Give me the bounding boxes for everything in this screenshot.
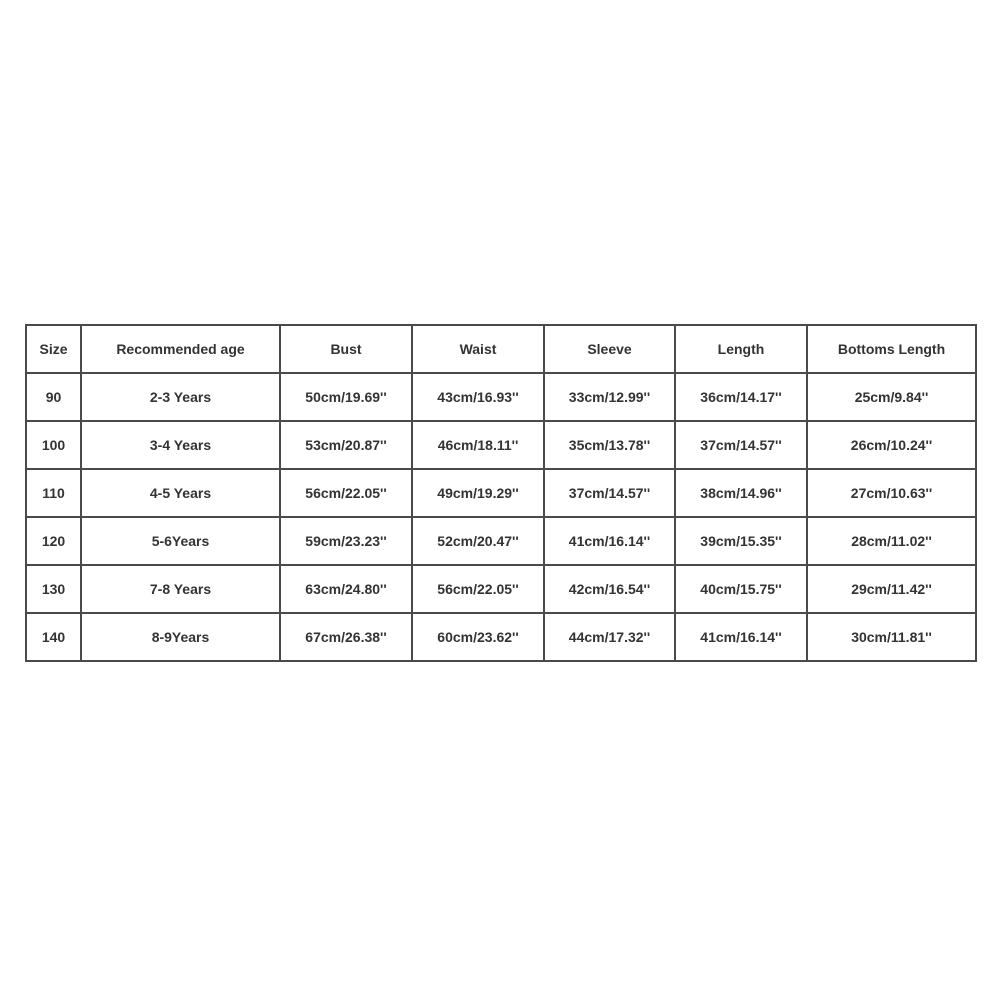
cell-waist: 43cm/16.93'' [412, 373, 544, 421]
table-row [26, 469, 976, 517]
cell-size: 100 [26, 421, 81, 469]
cell-bottoms-length: 29cm/11.42'' [807, 565, 976, 613]
cell-waist: 60cm/23.62'' [412, 613, 544, 661]
cell-recommended-age: 4-5 Years [81, 469, 280, 517]
table-row [26, 517, 976, 565]
cell-bottoms-length: 26cm/10.24'' [807, 421, 976, 469]
cell-recommended-age: 2-3 Years [81, 373, 280, 421]
cell-size: 140 [26, 613, 81, 661]
cell-size: 130 [26, 565, 81, 613]
cell-length: 37cm/14.57'' [675, 421, 807, 469]
cell-sleeve: 35cm/13.78'' [544, 421, 675, 469]
cell-recommended-age: 8-9Years [81, 613, 280, 661]
table-row [26, 373, 976, 421]
header-row [26, 325, 976, 373]
header-length: Length [675, 325, 807, 373]
cell-sleeve: 42cm/16.54'' [544, 565, 675, 613]
cell-length: 38cm/14.96'' [675, 469, 807, 517]
table-row [26, 613, 976, 661]
cell-length: 39cm/15.35'' [675, 517, 807, 565]
cell-sleeve: 41cm/16.14'' [544, 517, 675, 565]
cell-length: 40cm/15.75'' [675, 565, 807, 613]
cell-size: 120 [26, 517, 81, 565]
header-bust: Bust [280, 325, 412, 373]
cell-bust: 59cm/23.23'' [280, 517, 412, 565]
cell-sleeve: 44cm/17.32'' [544, 613, 675, 661]
cell-bottoms-length: 28cm/11.02'' [807, 517, 976, 565]
header-waist: Waist [412, 325, 544, 373]
cell-recommended-age: 7-8 Years [81, 565, 280, 613]
header-recommended-age: Recommended age [81, 325, 280, 373]
size-chart-table [25, 324, 977, 662]
cell-length: 36cm/14.17'' [675, 373, 807, 421]
cell-bust: 63cm/24.80'' [280, 565, 412, 613]
cell-bottoms-length: 30cm/11.81'' [807, 613, 976, 661]
cell-bust: 53cm/20.87'' [280, 421, 412, 469]
cell-bust: 67cm/26.38'' [280, 613, 412, 661]
cell-size: 90 [26, 373, 81, 421]
cell-bust: 56cm/22.05'' [280, 469, 412, 517]
header-size: Size [26, 325, 81, 373]
cell-recommended-age: 5-6Years [81, 517, 280, 565]
cell-waist: 49cm/19.29'' [412, 469, 544, 517]
cell-length: 41cm/16.14'' [675, 613, 807, 661]
cell-sleeve: 33cm/12.99'' [544, 373, 675, 421]
cell-waist: 56cm/22.05'' [412, 565, 544, 613]
cell-waist: 46cm/18.11'' [412, 421, 544, 469]
cell-sleeve: 37cm/14.57'' [544, 469, 675, 517]
cell-size: 110 [26, 469, 81, 517]
header-sleeve: Sleeve [544, 325, 675, 373]
cell-recommended-age: 3-4 Years [81, 421, 280, 469]
header-bottoms-length: Bottoms Length [807, 325, 976, 373]
table-row [26, 565, 976, 613]
cell-bottoms-length: 25cm/9.84'' [807, 373, 976, 421]
cell-bottoms-length: 27cm/10.63'' [807, 469, 976, 517]
table-row [26, 421, 976, 469]
cell-bust: 50cm/19.69'' [280, 373, 412, 421]
cell-waist: 52cm/20.47'' [412, 517, 544, 565]
